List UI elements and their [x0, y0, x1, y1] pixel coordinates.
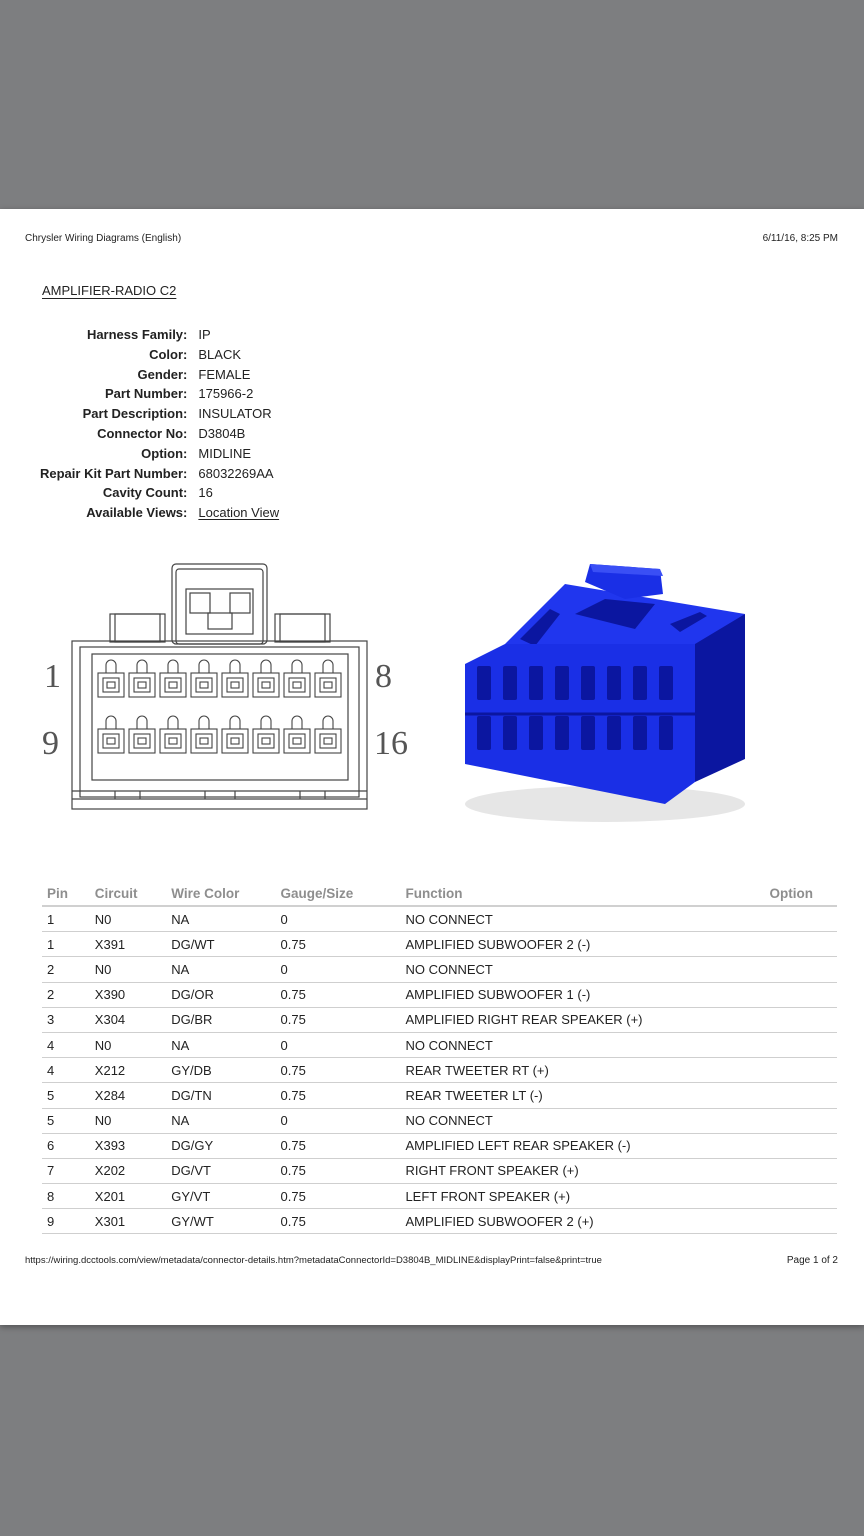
table-cell: 0: [276, 906, 401, 932]
column-header: Pin: [42, 881, 90, 906]
table-cell: 9: [42, 1209, 90, 1234]
table-cell: 5: [42, 1083, 90, 1108]
table-cell: X201: [90, 1184, 166, 1209]
table-cell: 6: [42, 1133, 90, 1158]
property-row: [40, 345, 279, 365]
table-cell: RIGHT FRONT SPEAKER (+): [400, 1158, 733, 1183]
table-cell: 8: [42, 1184, 90, 1209]
table-cell: [733, 1133, 837, 1158]
table-cell: [733, 957, 837, 982]
table-cell: [733, 906, 837, 932]
property-value: IP: [198, 327, 211, 342]
table-cell: X390: [90, 982, 166, 1007]
table-cell: 0.75: [276, 1133, 401, 1158]
cavity: [129, 660, 155, 697]
table-row: [42, 1209, 837, 1234]
property-value: [198, 503, 279, 523]
app-title: Chrysler Wiring Diagrams (English): [25, 233, 182, 244]
table-cell: X301: [90, 1209, 166, 1234]
property-row: [40, 325, 279, 345]
table-cell: AMPLIFIED SUBWOOFER 1 (-): [400, 982, 733, 1007]
property-row: [40, 384, 279, 404]
property-row: [40, 444, 279, 464]
table-row: [42, 1133, 837, 1158]
table-cell: [733, 1083, 837, 1108]
table-cell: REAR TWEETER RT (+): [400, 1058, 733, 1083]
table-cell: AMPLIFIED RIGHT REAR SPEAKER (+): [400, 1007, 733, 1032]
table-cell: X212: [90, 1058, 166, 1083]
connector-cavity: [477, 716, 491, 750]
column-header: Function: [400, 881, 733, 906]
connector-cavity: [555, 666, 569, 700]
connector-cavity: [581, 716, 595, 750]
connector-cavity: [477, 666, 491, 700]
property-label: Gender:: [137, 366, 188, 382]
table-cell: AMPLIFIED SUBWOOFER 2 (-): [400, 932, 733, 957]
connector-title: AMPLIFIER-RADIO C2: [42, 283, 177, 298]
connector-properties: [40, 325, 279, 523]
table-cell: [733, 1184, 837, 1209]
table-cell: [733, 932, 837, 957]
table-cell: 2: [42, 957, 90, 982]
table-cell: [733, 1007, 837, 1032]
table-row: [42, 957, 837, 982]
property-row: [40, 365, 279, 385]
table-cell: GY/DB: [166, 1058, 275, 1083]
table-row: [42, 1108, 837, 1133]
location-view-link[interactable]: Location View: [198, 505, 280, 521]
connector-cavity: [529, 716, 543, 750]
property-row: [40, 464, 279, 484]
property-label: Harness Family:: [86, 327, 188, 342]
table-cell: N0: [90, 957, 166, 982]
table-cell: N0: [90, 1032, 166, 1057]
table-row: [42, 1032, 837, 1057]
connector-cavity: [503, 716, 517, 750]
property-label: Connector No:: [97, 425, 188, 441]
table-cell: REAR TWEETER LT (-): [400, 1083, 733, 1108]
connector-cavity: [607, 716, 621, 750]
table-cell: NO CONNECT: [400, 957, 733, 982]
table-cell: 0.75: [276, 1083, 401, 1108]
table-cell: NO CONNECT: [400, 906, 733, 932]
cavity: [191, 660, 217, 697]
table-row: [42, 932, 837, 957]
property-value: 16: [198, 485, 213, 501]
connector-cavity: [659, 666, 673, 700]
property-row: [40, 483, 279, 503]
cavity: [253, 660, 279, 697]
cavity: [98, 660, 124, 697]
table-row: [42, 1184, 837, 1209]
cavity: [315, 716, 341, 753]
table-cell: 0.75: [276, 1007, 401, 1032]
table-row: [42, 906, 837, 932]
table-cell: NA: [166, 957, 275, 982]
connector-cavity: [633, 716, 647, 750]
page-number: Page 1 of 2: [786, 1255, 838, 1266]
connector-cavity: [529, 666, 543, 700]
property-label: Color:: [149, 346, 188, 362]
property-value: INSULATOR: [198, 406, 272, 422]
property-value: MIDLINE: [198, 445, 252, 461]
table-cell: 0.75: [276, 1158, 401, 1183]
table-cell: 2: [42, 982, 90, 1007]
connector-face-diagram: [40, 559, 430, 834]
table-cell: 1: [42, 906, 90, 932]
cavity: [98, 716, 124, 753]
page-url: https://wiring.dcctools.com/view/metadata/connector-details.htm?metadataConnectorId=D3804B_MIDLINE&displayPrint=false&print=true: [25, 1255, 602, 1266]
connector-cavity: [607, 666, 621, 700]
table-cell: 0.75: [276, 1209, 401, 1234]
column-header: Circuit: [90, 881, 166, 906]
table-cell: NO CONNECT: [400, 1108, 733, 1133]
table-cell: 0.75: [276, 932, 401, 957]
pin-label-1: 1: [44, 658, 61, 695]
table-cell: [733, 1158, 837, 1183]
table-cell: NA: [166, 1032, 275, 1057]
property-label: Part Number:: [105, 386, 188, 402]
property-label: Cavity Count:: [102, 485, 188, 501]
table-cell: [733, 982, 837, 1007]
table-cell: [733, 1209, 837, 1234]
property-value: BLACK: [198, 346, 242, 362]
table-cell: 7: [42, 1158, 90, 1183]
column-header: Wire Color: [166, 881, 275, 906]
pin-label-16: 16: [374, 725, 408, 762]
connector-cavity: [633, 666, 647, 700]
property-row: [40, 424, 279, 444]
column-header: Gauge/Size: [276, 881, 401, 906]
table-cell: AMPLIFIED LEFT REAR SPEAKER (-): [400, 1133, 733, 1158]
pin-table: [42, 881, 837, 1234]
connector-3d-image: [455, 554, 755, 829]
table-cell: [733, 1058, 837, 1083]
table-cell: [733, 1032, 837, 1057]
property-label: Option:: [141, 445, 188, 461]
table-cell: X304: [90, 1007, 166, 1032]
cavity: [129, 716, 155, 753]
print-datetime: 6/11/16, 8:25 PM: [762, 233, 838, 244]
pin-label-9: 9: [42, 725, 59, 762]
table-cell: AMPLIFIED SUBWOOFER 2 (+): [400, 1209, 733, 1234]
table-cell: 4: [42, 1032, 90, 1057]
table-cell: GY/VT: [166, 1184, 275, 1209]
table-cell: 1: [42, 932, 90, 957]
column-header: Option: [733, 881, 837, 906]
property-label: Part Description:: [82, 406, 188, 422]
pin-label-8: 8: [375, 658, 392, 695]
table-cell: 0.75: [276, 982, 401, 1007]
connector-cavity: [581, 666, 595, 700]
property-label: Repair Kit Part Number:: [40, 465, 188, 481]
property-value: FEMALE: [198, 366, 251, 382]
table-row: [42, 1007, 837, 1032]
table-cell: 3: [42, 1007, 90, 1032]
table-cell: X391: [90, 932, 166, 957]
table-cell: N0: [90, 1108, 166, 1133]
property-row: [40, 404, 279, 424]
cavity: [222, 716, 248, 753]
table-cell: GY/WT: [166, 1209, 275, 1234]
table-row: [42, 982, 837, 1007]
table-cell: [733, 1108, 837, 1133]
property-label: Available Views:: [86, 505, 188, 521]
table-cell: NO CONNECT: [400, 1032, 733, 1057]
cavity: [284, 716, 310, 753]
table-cell: N0: [90, 906, 166, 932]
table-cell: DG/GY: [166, 1133, 275, 1158]
table-cell: 4: [42, 1058, 90, 1083]
table-cell: 0: [276, 1108, 401, 1133]
table-cell: LEFT FRONT SPEAKER (+): [400, 1184, 733, 1209]
connector-cavity: [555, 716, 569, 750]
table-cell: X284: [90, 1083, 166, 1108]
table-cell: 0.75: [276, 1184, 401, 1209]
property-row: [40, 503, 279, 523]
table-cell: X393: [90, 1133, 166, 1158]
print-page: [0, 209, 864, 1325]
property-value: D3804B: [198, 425, 246, 441]
table-row: [42, 1058, 837, 1083]
table-cell: 0.75: [276, 1058, 401, 1083]
table-cell: 5: [42, 1108, 90, 1133]
connector-cavity: [659, 716, 673, 750]
table-cell: X202: [90, 1158, 166, 1183]
property-value: 68032269AA: [198, 465, 274, 481]
cavity: [222, 660, 248, 697]
table-cell: DG/WT: [166, 932, 275, 957]
cavity: [160, 716, 186, 753]
table-cell: 0: [276, 957, 401, 982]
table-row: [42, 1083, 837, 1108]
table-cell: NA: [166, 1108, 275, 1133]
property-value: 175966-2: [198, 386, 254, 402]
cavity: [315, 660, 341, 697]
table-cell: 0: [276, 1032, 401, 1057]
table-cell: DG/TN: [166, 1083, 275, 1108]
table-cell: DG/VT: [166, 1158, 275, 1183]
table-cell: DG/BR: [166, 1007, 275, 1032]
cavity: [284, 660, 310, 697]
cavity: [191, 716, 217, 753]
table-cell: NA: [166, 906, 275, 932]
cavity: [160, 660, 186, 697]
connector-cavity: [503, 666, 517, 700]
table-row: [42, 1158, 837, 1183]
cavity: [253, 716, 279, 753]
table-cell: DG/OR: [166, 982, 275, 1007]
